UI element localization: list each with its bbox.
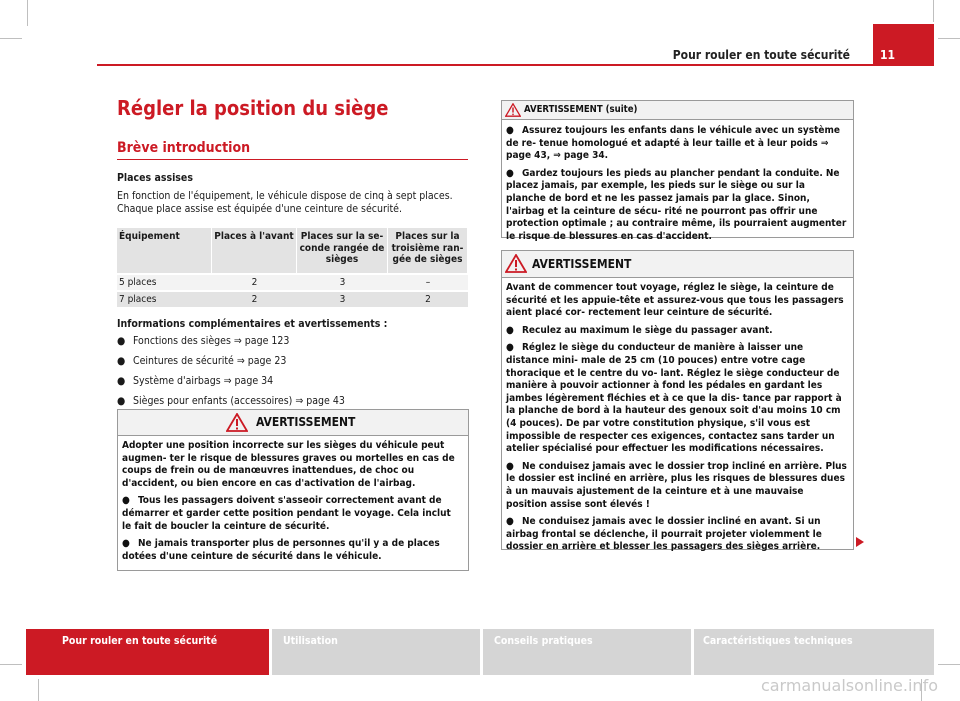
bullet-icon: ● xyxy=(117,375,126,387)
table-row xyxy=(117,273,468,290)
list-item[interactable]: ● Fonctions des sièges ⇒ page 123 xyxy=(117,335,290,347)
table-header-cell: Places sur la se- conde rangée de sièges xyxy=(297,228,388,273)
warning-bullet: ● Ne jamais transporter plus de personnes qu'il y a de places dotées d'une ceinture de sécurité dans le véhicule. xyxy=(122,538,440,562)
warning-intro: Adopter une position incorrecte sur les sièges du véhicule peut augmen- ter le risque de blessures graves ou mortelles en cas de coups de frein ou de manœuvres inattendues, de choc ou d'accident, ou bien encore en cas d'activation de l'airbag. xyxy=(122,440,455,489)
watermark: carmanualsonline.info xyxy=(760,676,938,695)
table-cell: 7 places xyxy=(117,290,212,307)
table-header-cell: Équipement xyxy=(117,228,212,273)
table-row xyxy=(117,290,468,307)
warning-box xyxy=(501,250,854,553)
warning-intro: Avant de commencer tout voyage, réglez le siège, la ceinture de sécurité et les appuie-tête et assurez-vous que tous les passagers aient placé cor- rectement leur ceinture de sécurité. xyxy=(506,282,844,319)
warning-bullet: ● Assurez toujours les enfants dans le véhicule avec un système de re- tenue homologué et adapté à leur taille et à leur poids ⇒ page 43, ⇒ page 34. xyxy=(506,125,840,162)
warning-bullet: ● Ne conduisez jamais avec le dossier incliné en avant. Si un airbag frontal se déclenche, il pourrait projeter violemment le dossier en arrière et blesser les passagers des sièges arrière. xyxy=(506,516,822,553)
warning-header xyxy=(502,251,853,278)
warning-title: AVERTISSEMENT (suite) xyxy=(524,104,638,115)
crop-mark xyxy=(933,0,934,22)
page-number: 11 xyxy=(880,48,896,62)
table-cell: 2 xyxy=(212,290,297,307)
continue-arrow-icon xyxy=(856,537,864,547)
table-header-row xyxy=(117,228,468,273)
tab-caracteristiques-label: Caractéristiques techniques xyxy=(703,635,853,647)
table-cell: 2 xyxy=(212,273,297,290)
table-cell: 3 xyxy=(297,273,388,290)
warning-body xyxy=(506,125,847,248)
tab-conseils-label: Conseils pratiques xyxy=(494,635,593,647)
bullet-icon: ● xyxy=(506,125,514,136)
bullet-icon: ● xyxy=(506,324,514,336)
warning-triangle-icon xyxy=(505,103,521,117)
warning-bullet: ● Tous les passagers doivent s'asseoir correctement avant de démarrer et garder cette position pendant le voyage. Cela inclut le fait de boucler la ceinture de sécurité. xyxy=(122,495,451,532)
warning-bullet: ● Réglez le siège du conducteur de manière à laisser une distance mini- male de 25 cm (10 pouces) entre votre cage thoracique et le centre du vo- lant. Réglez le siège conducteur de manière à pouvoir actionner à fond les pédales en gardant les jambes légèrement fléchies et à ce que la dis- tance par rapport à la planche de bord à la hauteur des genoux soit d'au moins 10 cm (4 pouces). De par votre constitution physique, s'il vous est impossible de respecter ces exigences, contactez sans tarder un atelier spécialisé pour effectuer les modifications nécessaires. xyxy=(506,342,842,455)
crop-mark xyxy=(938,38,960,39)
warning-triangle-icon xyxy=(226,413,248,432)
seats-heading: Places assises xyxy=(117,172,193,184)
list-item[interactable]: ● Système d'airbags ⇒ page 34 xyxy=(117,375,274,387)
seats-paragraph-line-1: En fonction de l'équipement, le véhicule dispose de cinq à sept places. xyxy=(117,190,453,202)
warning-body xyxy=(506,282,847,559)
warning-title: AVERTISSEMENT xyxy=(256,415,356,429)
crop-mark xyxy=(38,679,39,701)
crop-mark xyxy=(0,38,22,39)
seats-paragraph-line-2: Chaque place assise est équipée d'une ceinture de sécurité. xyxy=(117,203,402,215)
crop-mark xyxy=(0,664,22,665)
bullet-icon: ● xyxy=(117,355,126,367)
bullet-icon: ● xyxy=(506,516,514,528)
table-cell: 5 places xyxy=(117,273,212,290)
bullet-icon: ● xyxy=(122,538,130,550)
warning-header xyxy=(118,410,468,436)
warning-box xyxy=(117,409,469,571)
section-title: Régler la position du siège xyxy=(117,96,389,120)
bullet-icon: ● xyxy=(117,395,126,407)
bullet-icon: ● xyxy=(506,167,514,179)
table-cell: 3 xyxy=(297,290,388,307)
bullet-icon: ● xyxy=(506,342,514,354)
list-item[interactable]: ● Sièges pour enfants (accessoires) ⇒ page 43 xyxy=(117,395,345,407)
tab-securite-label: Pour rouler en toute sécurité xyxy=(62,635,218,647)
bullet-icon: ● xyxy=(117,335,126,347)
warning-bullet: ● Gardez toujours les pieds au plancher pendant la conduite. Ne placez jamais, par exemple, les pieds sur le siège ou sur la planche de bord et ne les passez jamais par la glace. Sinon, l'airbag et la ceinture de sécu- rité ne pourront pas offrir une protection optimale ; au contraire même, ils pourraient augmenter le risque de blessures en cas d'accident. xyxy=(506,167,847,242)
warning-header xyxy=(502,101,853,120)
subtitle-rule xyxy=(117,159,468,160)
tab-utilisation-label: Utilisation xyxy=(283,635,338,647)
info-list xyxy=(117,335,345,415)
warning-triangle-icon xyxy=(505,254,527,273)
bullet-icon: ● xyxy=(506,460,514,472)
warning-bullet: ● Reculez au maximum le siège du passager avant. xyxy=(506,324,773,336)
info-heading: Informations complémentaires et avertissements : xyxy=(117,318,388,330)
equipment-table xyxy=(117,228,468,307)
section-subtitle: Brève introduction xyxy=(117,140,251,156)
header-rule xyxy=(97,64,934,66)
warning-bullet: ● Ne conduisez jamais avec le dossier trop incliné en arrière. Plus le dossier est incliné en arrière, plus les risques de blessures dues à un mauvais ajustement de la ceinture et à une mauvaise position assise sont élevés ! xyxy=(506,460,847,510)
list-item[interactable]: ● Ceintures de sécurité ⇒ page 23 xyxy=(117,355,287,367)
warning-title: AVERTISSEMENT xyxy=(532,257,632,271)
running-header-title: Pour rouler en toute sécurité xyxy=(672,48,850,62)
warning-box-continued xyxy=(501,100,854,242)
bullet-icon: ● xyxy=(122,495,130,507)
table-cell: – xyxy=(388,273,468,290)
crop-mark xyxy=(938,664,960,665)
table-header-cell: Places sur la troisième ran- gée de sièges xyxy=(388,228,468,273)
warning-body xyxy=(122,440,462,568)
table-cell: 2 xyxy=(388,290,468,307)
crop-mark xyxy=(27,0,28,26)
table-header-cell: Places à l'avant xyxy=(212,228,297,273)
